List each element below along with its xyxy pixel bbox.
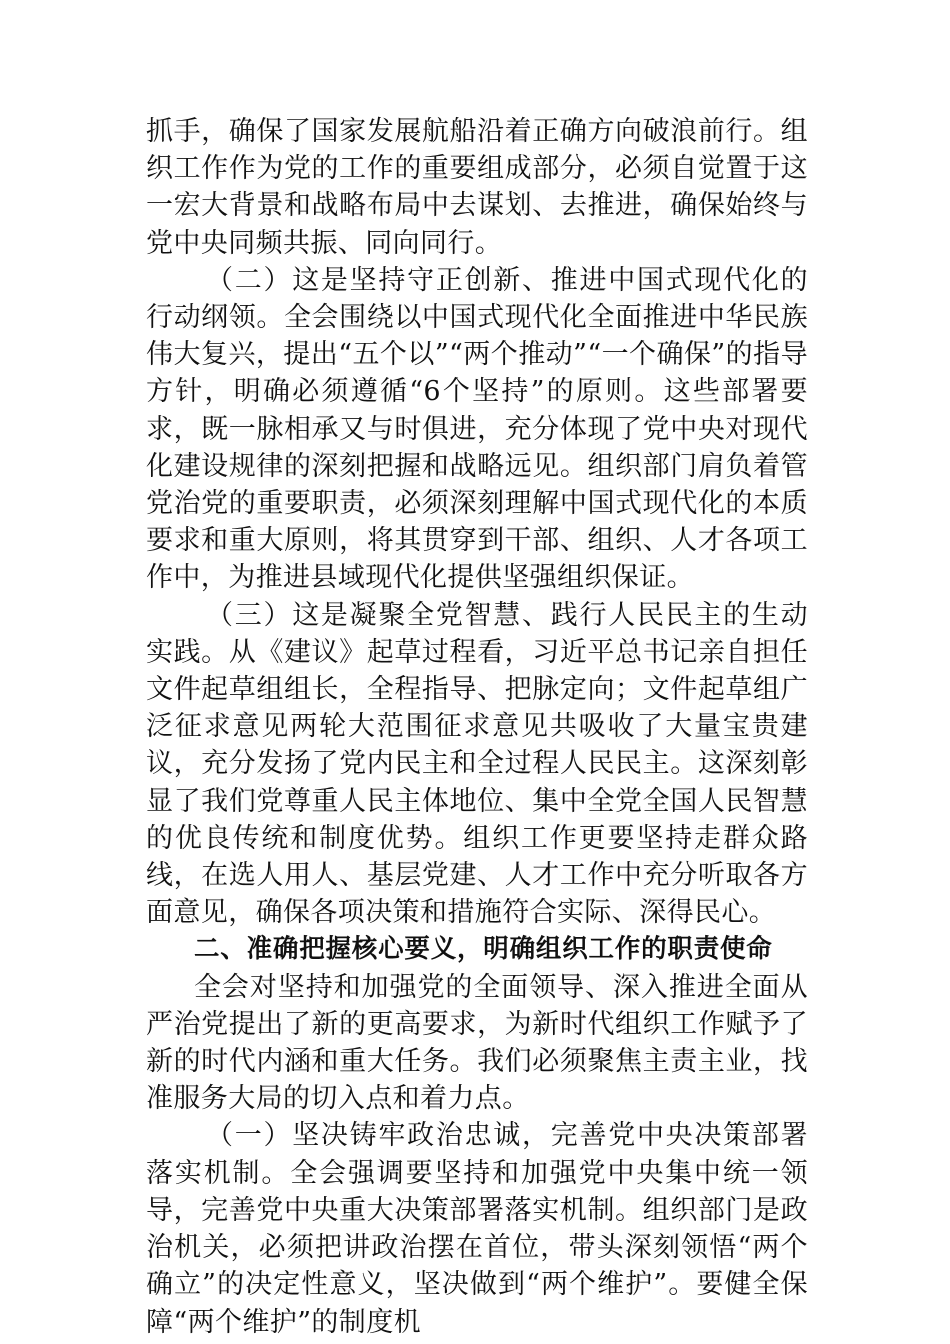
paragraph-continuation: 抓手，确保了国家发展航船沿着正确方向破浪前行。组织工作作为党的工作的重要组成部分，必须自觉置于这一宏大背景和战略布局中去谋划、去推进，确保始终与党中央同频共振、同向同行。 xyxy=(146,116,808,259)
paragraph-section-three: （三）这是凝聚全党智慧、践行人民民主的生动实践。从《建议》起草过程看，习近平总书记亲自担任文件起草组组长，全程指导、把脉定向；文件起草组广泛征求意见两轮大范围征求意见共吸收了大量宝贵建议，充分发扬了党内民主和全过程人民民主。这深刻彰显了我们党尊重人民主体地位、集中全党全国人民智慧的优良传统和制度优势。组织工作更要坚持走群众路线，在选人用人、基层党建、人才工作中充分听取各方面意见，确保各项决策和措施符合实际、深得民心。 xyxy=(146,599,808,929)
paragraph-subsection-one: （一）坚决铸牢政治忠诚，完善党中央决策部署落实机制。全会强调要坚持和加强党中央集中统一领导，完善党中央重大决策部署落实机制。组织部门是政治机关，必须把讲政治摆在首位，带头深刻领悟“两个确立”的决定性意义，坚决做到“两个维护”。要健全保障“两个维护”的制度机 xyxy=(146,1120,808,1338)
section-heading: 二、准确把握核心要义，明确组织工作的职责使命 xyxy=(194,934,773,965)
document-body xyxy=(146,113,808,1341)
paragraph-lead: 全会对坚持和加强党的全面领导、深入推进全面从严治党提出了新的更高要求，为新时代组织工作赋予了新的时代内涵和重大任务。我们必须聚焦主责主业，找准服务大局的切入点和着力点。 xyxy=(146,971,808,1115)
paragraph-section-two: （二）这是坚持守正创新、推进中国式现代化的行动纲领。全会围绕以中国式现代化全面推进中华民族伟大复兴，提出“五个以”“两个推动”“一个确保”的指导方针，明确必须遵循“6个坚持”的原则。这些部署要求，既一脉相承又与时俱进，充分体现了党中央对现代化建设规律的深刻把握和战略远见。组织部门肩负着管党治党的重要职责，必须深刻理解中国式现代化的本质要求和重大原则，将其贯穿到干部、组织、人才各项工作中，为推进县域现代化提供坚强组织保证。 xyxy=(146,264,808,594)
